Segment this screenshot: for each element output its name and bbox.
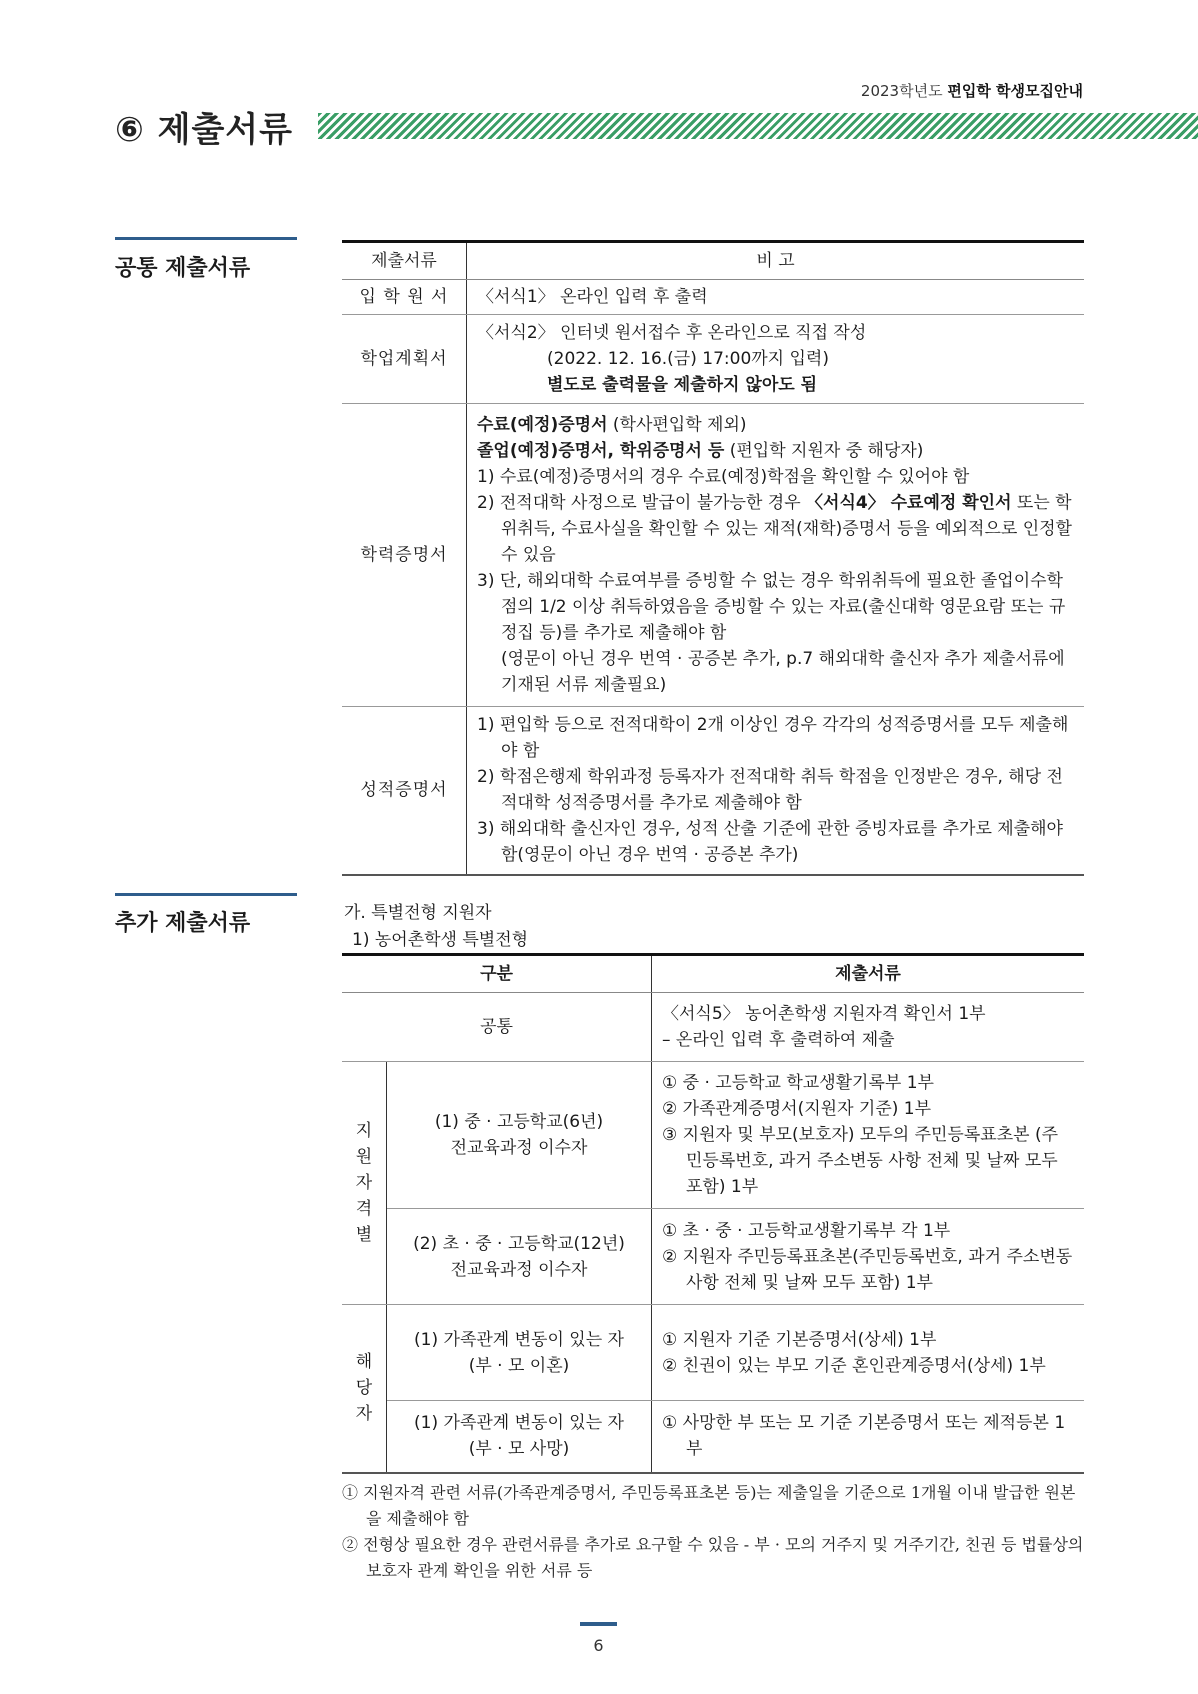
- label-line: (2) 초 · 중 · 고등학교(12년): [413, 1233, 625, 1254]
- group-label-applicable: [342, 1305, 387, 1473]
- list-item: 2) 학점은행제 학위과정 등록자가 전적대학 취득 학점을 인정받은 경우, 해당 전적대학 성적증명서를 추가로 제출해야 함: [477, 767, 1063, 814]
- vertical-char: 자: [355, 1173, 373, 1193]
- table-row: [342, 1062, 1084, 1209]
- table-header-row: [342, 955, 1084, 993]
- row-text: 〈서식1〉 온라인 입력 후 출력: [467, 280, 1085, 315]
- section-title-common: 공통 제출서류: [115, 256, 251, 281]
- row-text: [467, 404, 1085, 707]
- text-line: [477, 438, 1074, 464]
- footnote: ① 지원자격 관련 서류(가족관계증명서, 주민등록표초본 등)는 제출일을 기준으로 1개월 이내 발급한 원본을 제출해야 함: [342, 1483, 1076, 1528]
- doc-line: ① 지원자 기준 기본증명서(상세) 1부: [662, 1329, 937, 1350]
- row-docs: [652, 1062, 1085, 1209]
- rural-documents-table: [342, 953, 1084, 1474]
- doc-line: ② 친권이 있는 부모 기준 혼인관계증명서(상세) 1부: [662, 1355, 1046, 1376]
- text-line: [477, 412, 1074, 438]
- label-line: (1) 중 · 고등학교(6년): [434, 1112, 604, 1132]
- row-docs: [652, 993, 1085, 1062]
- row-docs: [652, 1305, 1085, 1401]
- footnotes: [342, 1480, 1084, 1584]
- doc-line: ① 중 · 고등학교 학교생활기록부 1부: [662, 1073, 934, 1093]
- table-row: [342, 993, 1084, 1062]
- table-row: [342, 1401, 1084, 1473]
- row-label-transcript: 성적증명서: [342, 707, 467, 875]
- bold-text: 수료(예정)증명서: [477, 415, 608, 435]
- header-year: 2023학년도: [860, 82, 943, 100]
- header-remarks: 비 고: [467, 242, 1085, 280]
- text: 또는 학위취득, 수료사실을 확인할 수 있는 재적(재학)증명서 등을 예외적으로 인정할 수 있음: [501, 493, 1072, 565]
- list-item: 3) 단, 해외대학 수료여부를 증빙할 수 없는 경우 학위취득에 필요한 졸업이수학점의 1/2 이상 취득하였음을 증빙할 수 있는 자료(출신대학 영문요람 또는 규정집 등)를 추가로 제출해야 함: [477, 571, 1066, 643]
- vertical-char: 원: [355, 1147, 373, 1167]
- vertical-char: 격: [355, 1199, 373, 1219]
- section-bar-common: [115, 237, 297, 240]
- doc-line: ② 지원자 주민등록표초본(주민등록번호, 과거 주소변동 사항 전체 및 날짜 모두 포함) 1부: [662, 1246, 1073, 1293]
- bold-text: 〈서식4〉 수료예정 확인서: [806, 493, 1012, 513]
- header-documents: 제출서류: [652, 955, 1085, 993]
- row-text: [467, 707, 1085, 875]
- row-text: [467, 315, 1085, 404]
- row-label-6-year: [387, 1062, 652, 1209]
- page-number: 6: [593, 1636, 604, 1655]
- row-label-study-plan: 학업계획서: [342, 315, 467, 404]
- section-bar-additional: [115, 893, 297, 896]
- doc-line: ③ 지원자 및 부모(보호자) 모두의 주민등록표초본 (주민등록번호, 과거 주소변동 사항 전체 및 날짜 모두 포함) 1부: [662, 1125, 1058, 1197]
- doc-line: ① 초 · 중 · 고등학교생활기록부 각 1부: [662, 1220, 951, 1241]
- table-row: [342, 315, 1084, 404]
- table-row: [342, 1305, 1084, 1401]
- subheading-special-admission: 가. 특별전형 지원자: [344, 903, 492, 923]
- footer-bar: [580, 1622, 617, 1626]
- doc-line: ① 사망한 부 또는 모 기준 기본증명서 또는 제적등본 1부: [662, 1413, 1066, 1460]
- common-documents-table: [342, 240, 1084, 876]
- label-line: 전교육과정 이수자: [450, 1138, 588, 1158]
- row-label-death: [387, 1401, 652, 1473]
- row-label-academic: 학력증명서: [342, 404, 467, 707]
- vertical-char: 지: [355, 1121, 373, 1141]
- label-line: (부 · 모 이혼): [468, 1355, 570, 1376]
- list-item: 1) 편입학 등으로 전적대학이 2개 이상인 경우 각각의 성적증명서를 모두 제출해야 함: [477, 715, 1069, 762]
- subheading-rural-students: 1) 농어촌학생 특별전형: [352, 930, 529, 950]
- text-line: 별도로 출력물을 제출하지 않아도 됨: [547, 375, 818, 395]
- footnote: ② 전형상 필요한 경우 관련서류를 추가로 요구할 수 있음 - 부 · 모의 거주지 및 거주기간, 친권 등 법률상의 보호자 관계 확인을 위한 서류 등: [342, 1535, 1084, 1580]
- doc-line: ② 가족관계증명서(지원자 기준) 1부: [662, 1099, 932, 1119]
- row-label-12-year: [387, 1209, 652, 1305]
- row-label-application: 입 학 원 서: [342, 280, 467, 315]
- group-label-by-qualification: [342, 1062, 387, 1305]
- table-row: [342, 1209, 1084, 1305]
- header-category: 구분: [342, 955, 652, 993]
- label-line: (1) 가족관계 변동이 있는 자: [414, 1413, 624, 1434]
- vertical-char: 당: [355, 1378, 373, 1399]
- table-header-row: [342, 242, 1084, 280]
- vertical-char: 해: [355, 1352, 373, 1373]
- section-title-additional: 추가 제출서류: [115, 911, 251, 936]
- text: (편입학 지원자 중 해당자): [724, 441, 924, 461]
- text-line: (2022. 12. 16.(금) 17:00까지 입력): [547, 349, 829, 369]
- row-label-divorce: [387, 1305, 652, 1401]
- list-note: (영문이 아닌 경우 번역 · 공증본 추가, p.7 해외대학 출신자 추가 제출서류에 기재된 서류 제출필요): [501, 649, 1065, 695]
- list-item: [477, 490, 1074, 568]
- table-row: [342, 707, 1084, 875]
- row-docs: [652, 1209, 1085, 1305]
- list-item: 3) 해외대학 출신자인 경우, 성적 산출 기준에 관한 증빙자료를 추가로 제출해야 함(영문이 아닌 경우 번역 · 공증본 추가): [477, 819, 1063, 866]
- bold-text: 졸업(예정)증명서, 학위증명서 등: [477, 441, 725, 461]
- doc-line: – 온라인 입력 후 출력하여 제출: [662, 1030, 895, 1050]
- label-line: (부 · 모 사망): [468, 1439, 570, 1460]
- label-line: (1) 가족관계 변동이 있는 자: [414, 1329, 624, 1350]
- vertical-char: 별: [355, 1225, 373, 1245]
- label-line: 전교육과정 이수자: [450, 1259, 588, 1280]
- page-title: ⑥ 제출서류: [115, 110, 293, 150]
- row-label-common: 공통: [342, 993, 652, 1062]
- text: (학사편입학 제외): [607, 415, 747, 435]
- header-documents: 제출서류: [342, 242, 467, 280]
- table-row: [342, 280, 1084, 315]
- vertical-char: 자: [355, 1404, 373, 1425]
- text: 2) 전적대학 사정으로 발급이 불가능한 경우: [477, 493, 807, 513]
- title-stripe-decoration: [318, 113, 1198, 139]
- text-line: 〈서식2〉 인터넷 원서접수 후 온라인으로 직접 작성: [477, 323, 867, 343]
- table-row: [342, 404, 1084, 707]
- list-item: 1) 수료(예정)증명서의 경우 수료(예정)학점을 확인할 수 있어야 함: [477, 467, 970, 487]
- header-title: 편입학 학생모집안내: [947, 82, 1083, 100]
- row-docs: [652, 1401, 1085, 1473]
- doc-line: 〈서식5〉 농어촌학생 지원자격 확인서 1부: [662, 1004, 986, 1024]
- running-header: [861, 80, 1083, 101]
